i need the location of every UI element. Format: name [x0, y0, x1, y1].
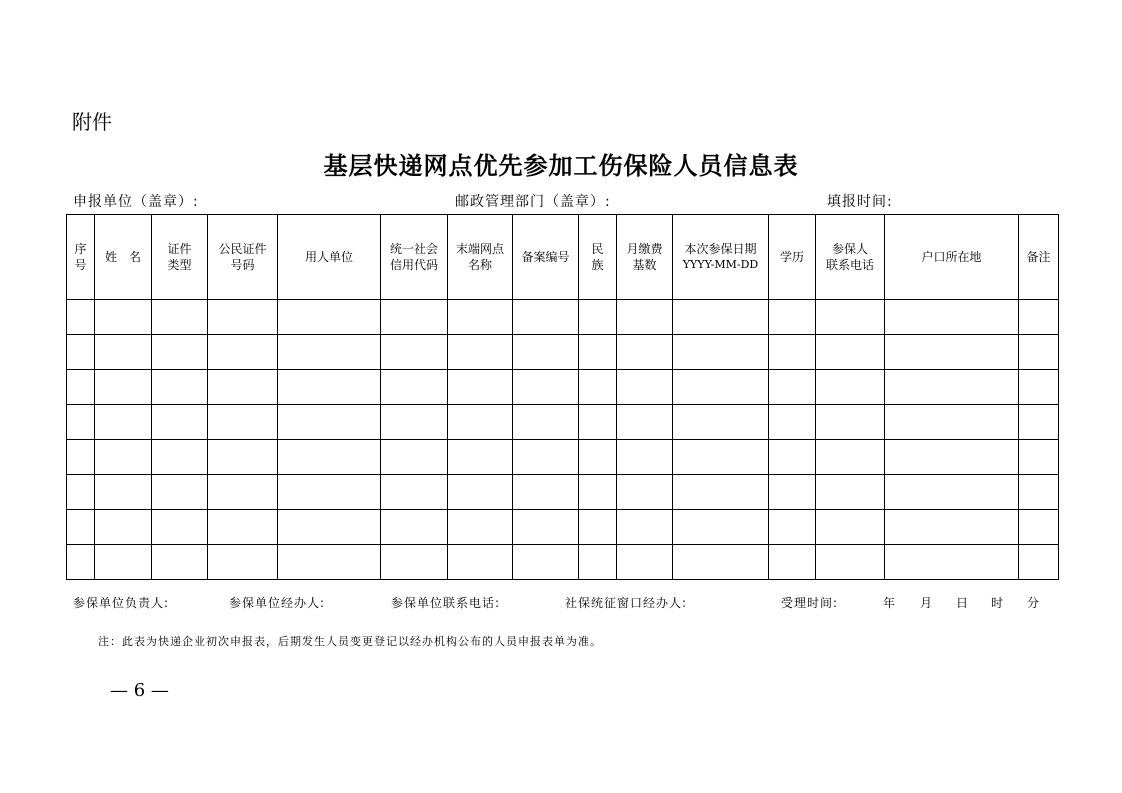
reporting-unit-label: 申报单位（盖章）: — [73, 194, 199, 210]
col-id-number-cell — [208, 405, 278, 440]
col-outlet-name-header — [448, 215, 513, 300]
table-header-row — [67, 215, 1059, 300]
col-remarks-cell — [1019, 405, 1059, 440]
col-insure-date-cell — [673, 335, 769, 370]
col-credit-code-label: 统一社会 信用代码 — [389, 242, 438, 272]
col-phone-label: 参保人 联系电话 — [825, 242, 874, 272]
col-employer-cell — [278, 405, 381, 440]
col-outlet-name-cell — [448, 440, 513, 475]
col-pay-base-cell — [617, 335, 673, 370]
col-phone-cell — [816, 510, 885, 545]
col-ethnicity-cell — [579, 370, 617, 405]
col-id-number-cell — [208, 475, 278, 510]
col-id-number-cell — [208, 440, 278, 475]
col-ethnicity-label: 民 族 — [591, 242, 604, 272]
col-household-header — [885, 215, 1019, 300]
table-row — [67, 405, 1059, 440]
col-employer-cell — [278, 370, 381, 405]
table-row — [67, 335, 1059, 370]
col-remarks-cell — [1019, 440, 1059, 475]
col-household-label: 户口所在地 — [921, 250, 982, 264]
col-insure-date-cell — [673, 475, 769, 510]
col-credit-code-cell — [381, 545, 448, 580]
col-education-cell — [769, 405, 816, 440]
col-credit-code-header — [381, 215, 448, 300]
col-remarks-label: 备注 — [1026, 250, 1051, 264]
col-name-header — [95, 215, 152, 300]
col-pay-base-cell — [617, 300, 673, 335]
col-id-number-cell — [208, 370, 278, 405]
table-body — [67, 300, 1059, 580]
col-credit-code-cell — [381, 510, 448, 545]
col-household-cell — [885, 405, 1019, 440]
col-phone-cell — [816, 370, 885, 405]
col-pay-base-cell — [617, 545, 673, 580]
col-employer-cell — [278, 545, 381, 580]
col-household-cell — [885, 545, 1019, 580]
table-row — [67, 440, 1059, 475]
col-employer-cell — [278, 510, 381, 545]
col-pay-base-cell — [617, 475, 673, 510]
col-credit-code-cell — [381, 335, 448, 370]
col-record-number-header — [513, 215, 579, 300]
col-remarks-cell — [1019, 510, 1059, 545]
col-insure-date-cell — [673, 440, 769, 475]
col-employer-header — [278, 215, 381, 300]
col-remarks-cell — [1019, 335, 1059, 370]
col-phone-cell — [816, 545, 885, 580]
col-insure-date-cell — [673, 300, 769, 335]
day-label: 日 — [956, 596, 970, 610]
responsible-label: 参保单位负责人: — [73, 596, 170, 610]
postal-dept-label: 邮政管理部门（盖章）: — [455, 194, 611, 210]
col-household-cell — [885, 300, 1019, 335]
col-seq-label: 序 号 — [74, 242, 87, 272]
col-insure-date-cell — [673, 510, 769, 545]
attachment-label: 附件 — [72, 110, 112, 134]
col-record-number-cell — [513, 370, 579, 405]
form-title: 基层快递网点优先参加工伤保险人员信息表 — [323, 151, 799, 180]
col-outlet-name-cell — [448, 335, 513, 370]
col-record-number-cell — [513, 335, 579, 370]
col-phone-cell — [816, 335, 885, 370]
col-pay-base-label: 月缴费 基数 — [626, 242, 663, 272]
col-phone-cell — [816, 300, 885, 335]
col-seq-cell — [67, 370, 95, 405]
col-pay-base-cell — [617, 405, 673, 440]
col-insure-date-cell — [673, 405, 769, 440]
col-credit-code-cell — [381, 475, 448, 510]
col-record-number-cell — [513, 510, 579, 545]
col-name-cell — [95, 335, 152, 370]
col-record-number-label: 备案编号 — [521, 250, 570, 264]
col-seq-cell — [67, 335, 95, 370]
col-credit-code-cell — [381, 300, 448, 335]
col-outlet-name-cell — [448, 405, 513, 440]
col-name-cell — [95, 510, 152, 545]
col-outlet-name-cell — [448, 510, 513, 545]
col-seq-cell — [67, 545, 95, 580]
col-ethnicity-cell — [579, 545, 617, 580]
col-insure-date-format: YYYY-MM-DD — [682, 258, 759, 271]
col-id-number-label: 公民证件 号码 — [218, 242, 267, 272]
table-row — [67, 545, 1059, 580]
col-household-cell — [885, 370, 1019, 405]
col-education-cell — [769, 475, 816, 510]
col-outlet-name-cell — [448, 300, 513, 335]
col-employer-cell — [278, 335, 381, 370]
col-employer-cell — [278, 300, 381, 335]
col-id-number-header — [208, 215, 278, 300]
col-name-cell — [95, 370, 152, 405]
col-ethnicity-cell — [579, 300, 617, 335]
page-number: — 6 — — [110, 680, 169, 701]
col-name-cell — [95, 300, 152, 335]
col-seq-cell — [67, 405, 95, 440]
col-credit-code-cell — [381, 440, 448, 475]
col-education-cell — [769, 370, 816, 405]
col-remarks-cell — [1019, 545, 1059, 580]
col-record-number-cell — [513, 405, 579, 440]
col-record-number-cell — [513, 300, 579, 335]
year-label: 年 — [883, 596, 897, 610]
fill-time-label: 填报时间: — [827, 194, 893, 210]
table-row — [67, 370, 1059, 405]
col-remarks-cell — [1019, 300, 1059, 335]
col-outlet-name-cell — [448, 370, 513, 405]
col-household-cell — [885, 440, 1019, 475]
col-phone-cell — [816, 475, 885, 510]
col-employer-cell — [278, 475, 381, 510]
col-education-header — [769, 215, 816, 300]
col-credit-code-cell — [381, 370, 448, 405]
col-record-number-cell — [513, 440, 579, 475]
personnel-info-table — [66, 214, 1059, 580]
col-id-type-cell — [152, 475, 208, 510]
col-education-cell — [769, 545, 816, 580]
window-handler-label: 社保统征窗口经办人: — [565, 596, 688, 610]
col-seq-cell — [67, 475, 95, 510]
col-name-label: 姓 名 — [104, 250, 141, 264]
col-pay-base-cell — [617, 440, 673, 475]
col-id-type-cell — [152, 405, 208, 440]
unit-phone-label: 参保单位联系电话: — [391, 596, 501, 610]
col-name-cell — [95, 545, 152, 580]
col-id-type-cell — [152, 300, 208, 335]
col-id-number-cell — [208, 335, 278, 370]
col-remarks-cell — [1019, 475, 1059, 510]
col-ethnicity-cell — [579, 335, 617, 370]
month-label: 月 — [920, 596, 934, 610]
col-education-label: 学历 — [779, 250, 804, 264]
col-id-type-cell — [152, 370, 208, 405]
col-outlet-name-label: 末端网点 名称 — [455, 242, 504, 272]
col-id-type-cell — [152, 440, 208, 475]
col-id-number-cell — [208, 510, 278, 545]
col-remarks-header — [1019, 215, 1059, 300]
hour-label: 时 — [991, 596, 1005, 610]
col-employer-cell — [278, 440, 381, 475]
col-id-type-label: 证件 类型 — [167, 242, 192, 272]
col-id-number-cell — [208, 300, 278, 335]
col-record-number-cell — [513, 545, 579, 580]
col-education-cell — [769, 300, 816, 335]
col-id-type-cell — [152, 510, 208, 545]
table-row — [67, 300, 1059, 335]
col-credit-code-cell — [381, 405, 448, 440]
handler-label: 参保单位经办人: — [229, 596, 326, 610]
table-row — [67, 475, 1059, 510]
col-employer-label: 用人单位 — [304, 250, 353, 264]
col-seq-cell — [67, 510, 95, 545]
col-pay-base-cell — [617, 510, 673, 545]
col-ethnicity-cell — [579, 510, 617, 545]
col-outlet-name-cell — [448, 545, 513, 580]
col-id-type-cell — [152, 335, 208, 370]
table-row — [67, 510, 1059, 545]
col-insure-date-cell — [673, 370, 769, 405]
col-seq-cell — [67, 300, 95, 335]
col-education-cell — [769, 335, 816, 370]
col-id-type-header — [152, 215, 208, 300]
col-education-cell — [769, 510, 816, 545]
col-household-cell — [885, 475, 1019, 510]
col-remarks-cell — [1019, 370, 1059, 405]
col-pay-base-cell — [617, 370, 673, 405]
col-insure-date-label: 本次参保日期 — [684, 242, 757, 256]
col-name-cell — [95, 405, 152, 440]
col-ethnicity-cell — [579, 440, 617, 475]
col-outlet-name-cell — [448, 475, 513, 510]
accept-time-label: 受理时间: — [781, 596, 839, 610]
col-record-number-cell — [513, 475, 579, 510]
minute-label: 分 — [1027, 596, 1041, 610]
col-id-type-cell — [152, 545, 208, 580]
col-insure-date-cell — [673, 545, 769, 580]
form-note: 注：此表为快递企业初次申报表，后期发生人员变更登记以经办机构公布的人员申报表单为准。 — [98, 635, 602, 648]
col-phone-header — [816, 215, 885, 300]
col-phone-cell — [816, 405, 885, 440]
col-seq-cell — [67, 440, 95, 475]
col-insure-date-header — [673, 215, 769, 300]
col-ethnicity-cell — [579, 405, 617, 440]
col-name-cell — [95, 440, 152, 475]
col-phone-cell — [816, 440, 885, 475]
col-seq-header — [67, 215, 95, 300]
col-id-number-cell — [208, 545, 278, 580]
col-ethnicity-header — [579, 215, 617, 300]
col-ethnicity-cell — [579, 475, 617, 510]
col-name-cell — [95, 475, 152, 510]
col-household-cell — [885, 335, 1019, 370]
col-household-cell — [885, 510, 1019, 545]
col-education-cell — [769, 440, 816, 475]
col-pay-base-header — [617, 215, 673, 300]
